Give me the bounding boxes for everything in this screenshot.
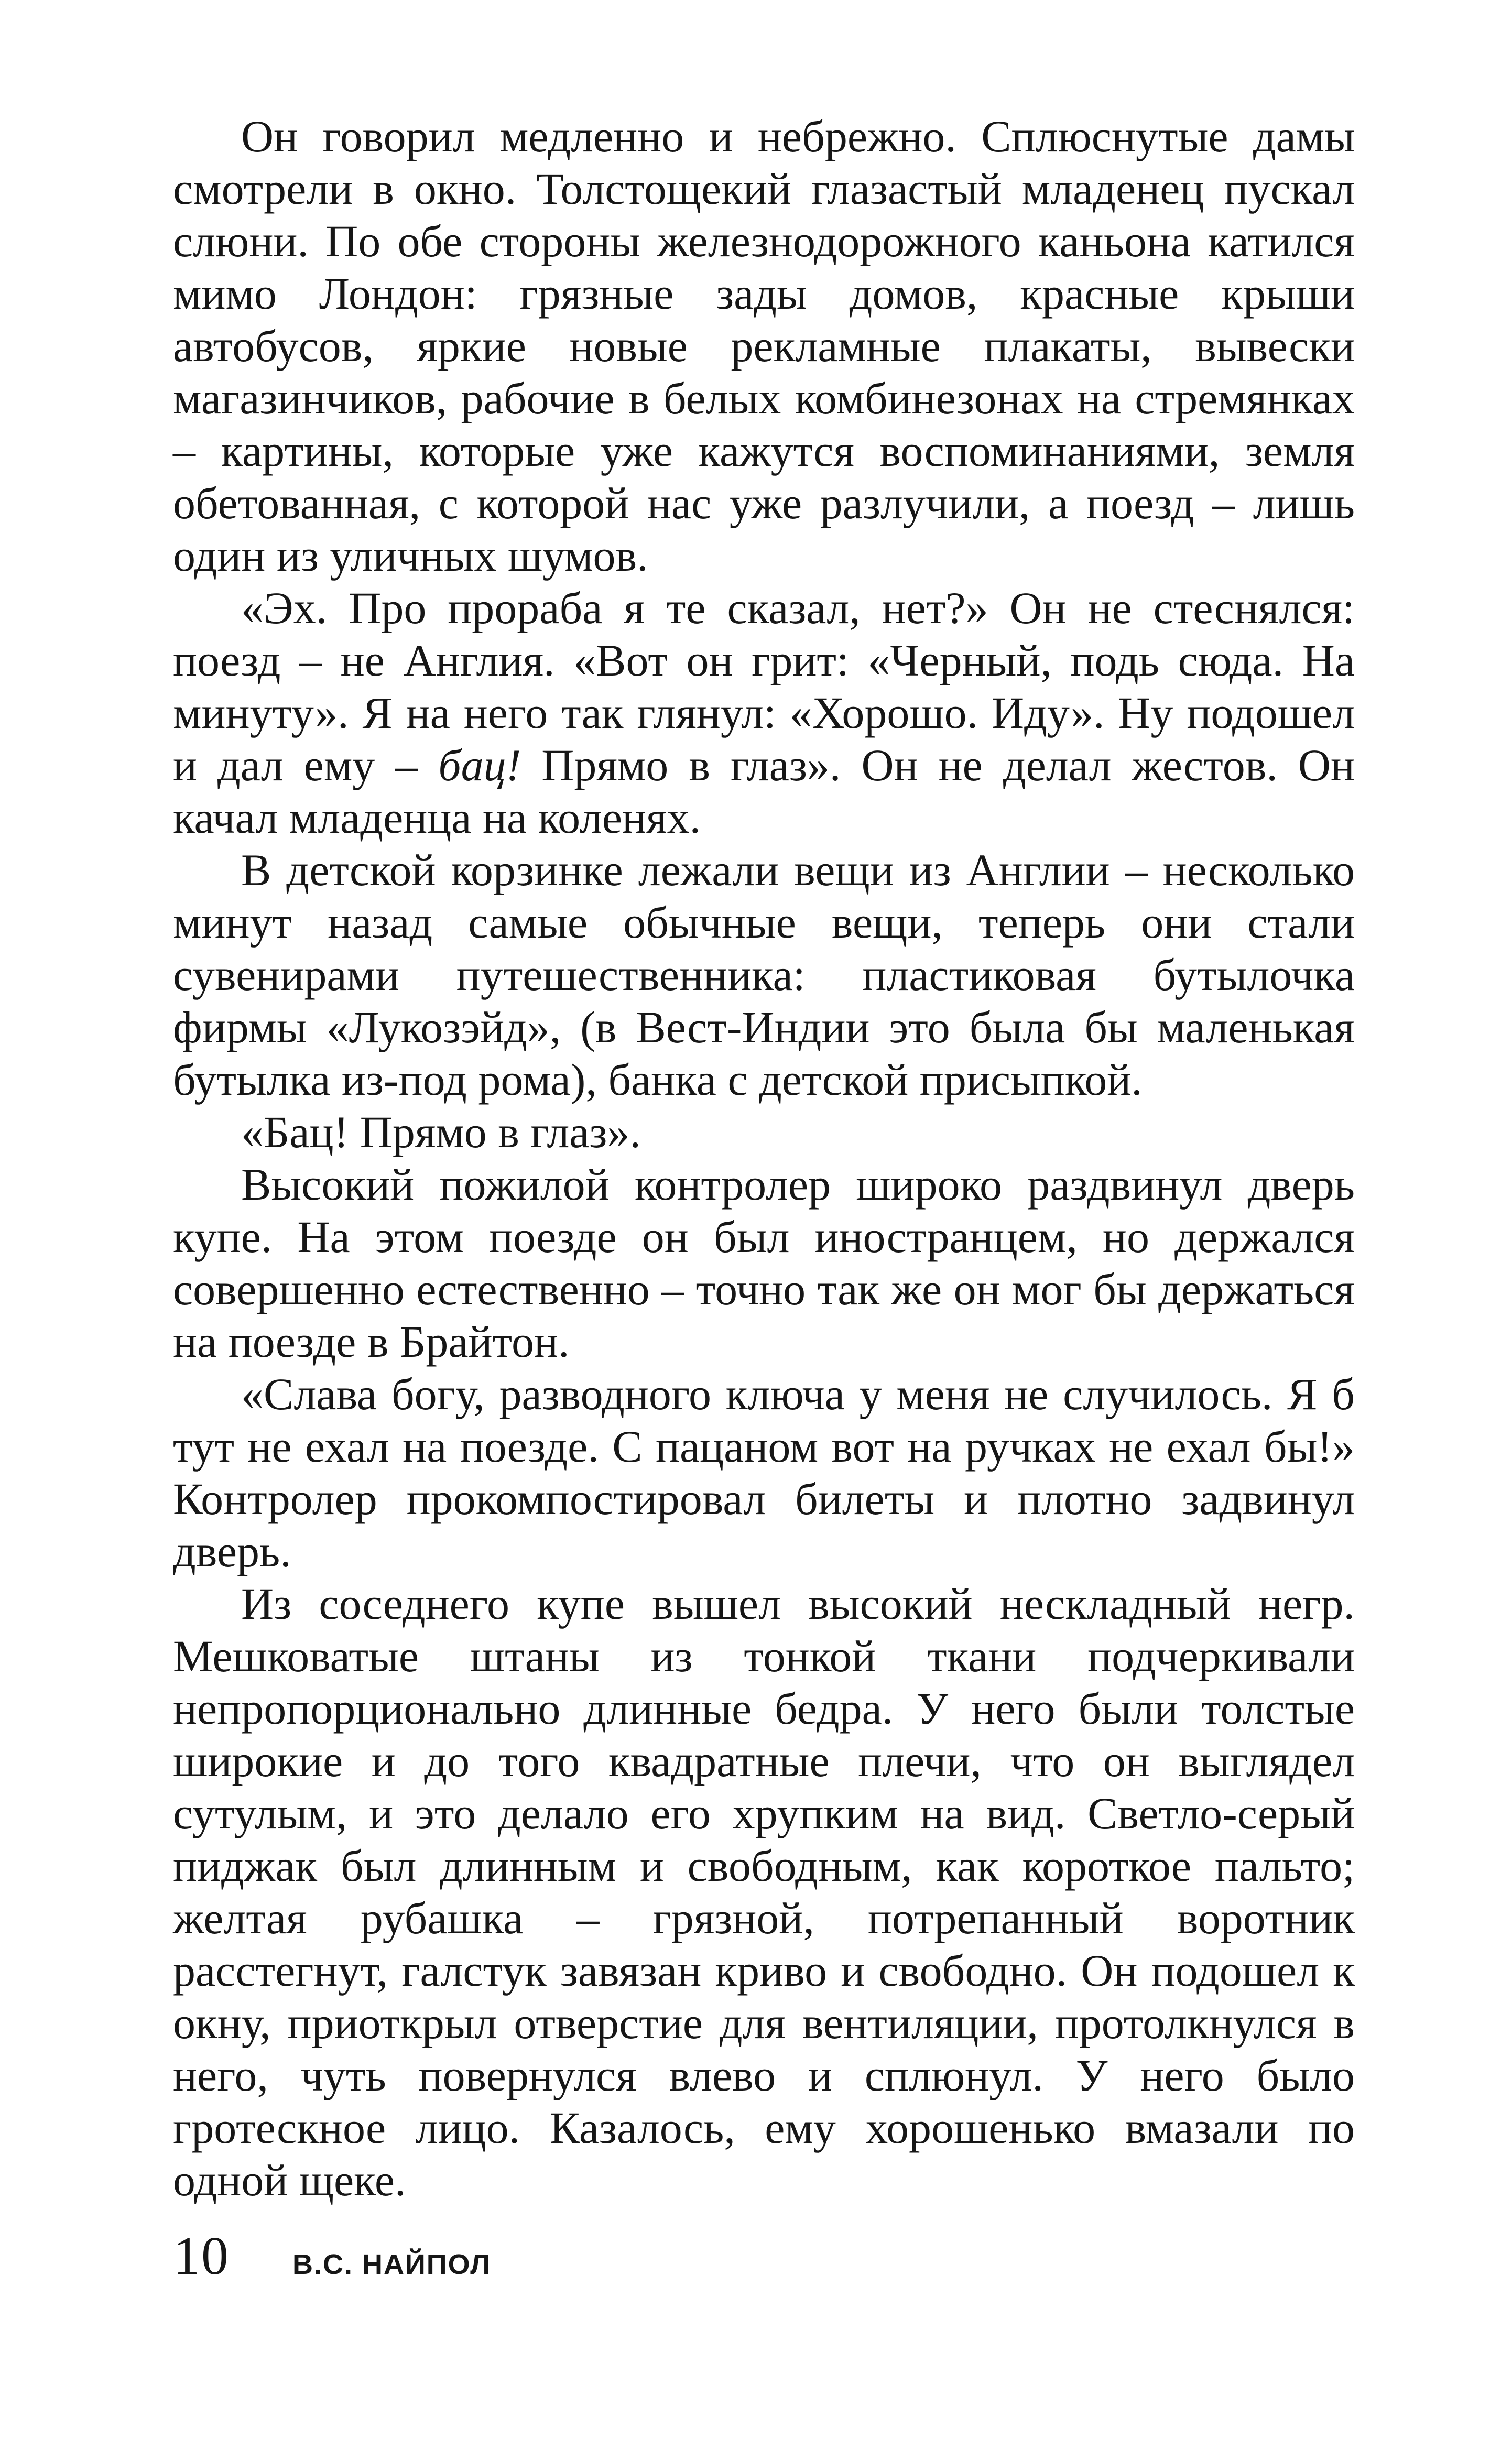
body-text (173, 110, 1355, 2206)
paragraph-2-start: «Эх. Про прораба я те сказал, нет?» Он не стеснялся: поезд – не Англия. «Вот он грит: «Черный, подь сюда. На минуту». Я на него так глянул: «Хорошо. Иду». Ну подошел и дал ему – (173, 583, 1355, 790)
running-head: В.С. НАЙПОЛ (292, 2249, 492, 2280)
paragraph-4: «Бац! Прямо в глаз». (241, 1107, 641, 1157)
paragraph-6: «Слава богу, разводного ключа у меня не случилось. Я б тут не ехал на поезде. С пацаном вот на ручках не ехал бы!» Контролер прокомпостировал билеты и плотно задвинул дверь. (173, 1369, 1355, 1576)
paragraph-7: Из соседнего купе вышел высокий нескладный негр. Мешковатые штаны из тонкой ткани подчеркивали непропорционально длинные бедра. У него были толстые широкие и до того квадратные плечи, что он выглядел сутулым, и это делало его хрупким на вид. Светло-серый пиджак был длинным и свободным, как короткое пальто; желтая рубашка – грязной, потрепанный воротник расстегнут, галстук завязан криво и свободно. Он подошел к окну, приоткрыл отверстие для вентиляции, протолкнулся в него, чуть повернулся влево и сплюнул. У него было гротескное лицо. Казалось, ему хорошенько вмазали по одной щеке. (173, 1579, 1355, 2205)
paragraph-2-end: Прямо в глаз». Он не делал жестов. Он качал младенца на коленях. (173, 740, 1355, 843)
page-number: 10 (173, 2226, 230, 2286)
paragraph-1: Он говорил медленно и небрежно. Сплюснутые дамы смотрели в окно. Толстощекий глазастый младенец пускал слюни. По обе стороны железнодорожного каньона катился мимо Лондон: грязные зады домов, красные крыши автобусов, яркие новые рекламные плакаты, вывески магазинчиков, рабочие в белых комбинезонах на стремянках – картины, которые уже кажутся воспоминаниями, земля обетованная, с которой нас уже разлучили, а поезд – лишь один из уличных шумов. (173, 111, 1355, 581)
paragraph-2-emphasis: бац! (438, 740, 521, 790)
page-footer (173, 2225, 491, 2293)
paragraph-2 (173, 582, 1355, 844)
paragraph-5: Высокий пожилой контролер широко раздвинул дверь купе. На этом поезде он был иностранцем, но держался совершенно естественно – точно так же он мог бы держаться на поезде в Брайтон. (173, 1159, 1355, 1367)
paragraph-3: В детской корзинке лежали вещи из Англии – несколько минут назад самые обычные вещи, теперь они стали сувенирами путешественника: пластиковая бутылочка фирмы «Лукозэйд», (в Вест-Индии это была бы маленькая бутылка из-под рома), банка с детской присыпкой. (173, 845, 1355, 1105)
